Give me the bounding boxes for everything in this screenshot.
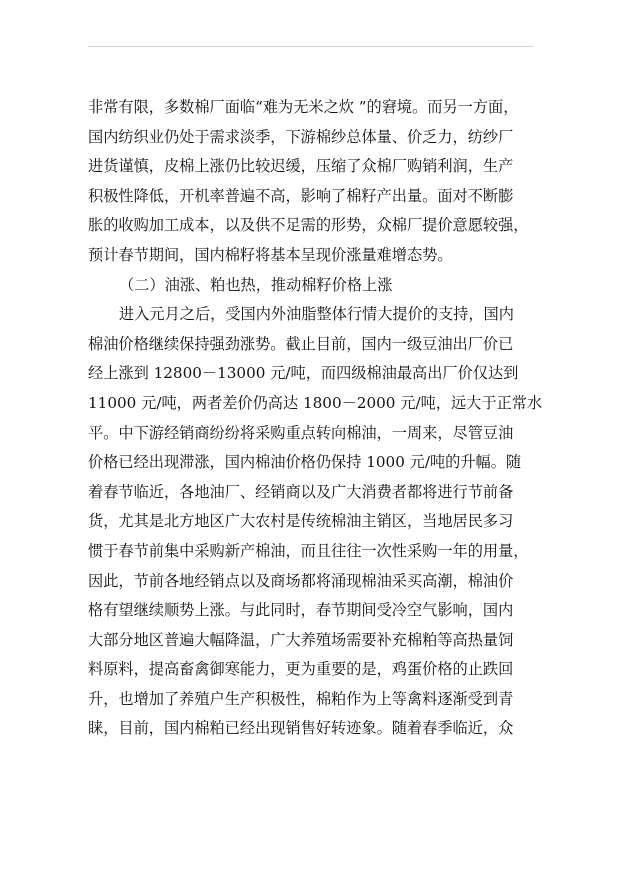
paragraph-line: 升，也增加了养殖户生产积极性，棉粕作为上等禽料逐渐受到青 <box>88 689 514 708</box>
paragraph-line: 棉油价格继续保持强劲涨势。截止目前，国内一级豆油出厂价已 <box>88 334 514 353</box>
paragraph-line: 价格已经出现滞涨，国内棉油价格仍保持 1000 元/吨的升幅。随 <box>88 453 522 472</box>
paragraph-line: 非常有限，多数棉厂面临“难为无米之炊 ”的窘境。而另一方面， <box>88 98 519 116</box>
paragraph-line: 睐，目前，国内棉粕已经出现销售好转迹象。随着春季临近，众 <box>88 719 514 738</box>
header-divider <box>88 46 534 47</box>
paragraph-line: 料原料，提高畜禽御寒能力，更为重要的是，鸡蛋价格的止跌回 <box>88 660 514 679</box>
body-text <box>88 93 544 744</box>
paragraph-line: 着春节临近，各地油厂、经销商以及广大消费者都将进行节前备 <box>88 482 514 501</box>
paragraph-line: 11000 元/吨，两者差价仍高达 1800－2000 元/吨，远大于正常水 <box>88 393 543 412</box>
paragraph-line: 国内纺织业仍处于需求淡季，下游棉纱总体量、价乏力，纺纱厂 <box>88 127 514 146</box>
paragraph-line: 进入元月之后，受国内外油脂整体行情大提价的支持，国内 <box>119 305 514 324</box>
paragraph-line: 惯于春节前集中采购新产棉油，而且往往一次性采购一年的用量， <box>88 541 529 560</box>
paragraph-line: 平。中下游经销商纷纷将采购重点转向棉油，一周来，尽管豆油 <box>88 423 514 442</box>
paragraph-line: 进货谨慎，皮棉上涨仍比较迟缓，压缩了众棉厂购销利润，生产 <box>88 157 514 176</box>
paragraph-line: 大部分地区普遍大幅降温，广大养殖场需要补充棉粕等高热量饲 <box>88 630 514 649</box>
paragraph-line: 货，尤其是北方地区广大农村是传统棉油主销区，当地居民多习 <box>88 512 514 531</box>
paragraph-line: 预计春节期间，国内棉籽将基本呈现价涨量难增态势。 <box>88 245 453 264</box>
paragraph-line: 经上涨到 12800－13000 元/吨，而四级棉油最高出厂价仅达到 <box>88 364 519 383</box>
paragraph-line: 因此，节前各地经销点以及商场都将涌现棉油采买高潮，棉油价 <box>88 571 514 590</box>
paragraph-line: 格有望继续顺势上涨。与此同时，春节期间受冷空气影响，国内 <box>88 601 514 620</box>
paragraph-line: 积极性降低，开机率普遍不高，影响了棉籽产出量。面对不断膨 <box>88 186 514 205</box>
section-heading: （二）油涨、粕也热，推动棉籽价格上涨 <box>119 275 393 294</box>
paragraph-line: 胀的收购加工成本，以及供不足需的形势，众棉厂提价意愿较强， <box>88 216 529 235</box>
